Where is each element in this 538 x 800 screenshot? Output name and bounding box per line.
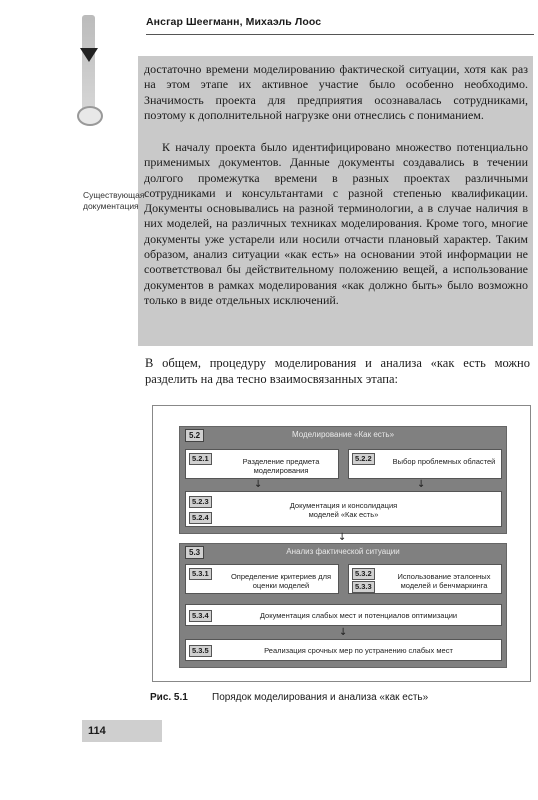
group-title: Анализ фактической ситуации — [286, 547, 400, 556]
page-number: 114 — [82, 720, 162, 742]
header-rule — [146, 34, 534, 35]
group-modeling-as-is — [179, 426, 507, 534]
step-card — [185, 449, 339, 479]
shaded-excerpt — [138, 56, 533, 346]
excerpt-paragraph-1: достаточно времени моделированию фактической ситуации, хотя как раз на этом этапе их активное участие было особенно необходимо. Значимость проекта для предприятия осознавалась сотрудниками, поэтому к дополнительной нагрузке они отнеслись с пониманием. — [144, 62, 528, 122]
group-number: 5.2 — [185, 429, 204, 442]
arrow-down-icon: ↓ — [254, 479, 263, 490]
step-card — [348, 564, 502, 594]
figure-caption-text: Порядок моделирования и анализа «как есть» — [212, 692, 429, 703]
step-number: 5.3.3 — [352, 581, 375, 593]
step-card — [348, 449, 502, 479]
figure-caption-number: Рис. 5.1 — [150, 692, 188, 703]
step-card — [185, 639, 502, 661]
arrow-down-icon — [80, 48, 98, 62]
group-number: 5.3 — [185, 546, 204, 559]
margin-note: Существующая документация — [83, 190, 145, 211]
step-number: 5.3.2 — [352, 568, 375, 580]
step-number: 5.3.5 — [189, 645, 212, 657]
step-number: 5.2.2 — [352, 453, 375, 465]
running-header: Ансгар Шеегманн, Михаэль Лоос — [146, 16, 322, 28]
step-card — [185, 491, 502, 527]
step-number: 5.3.4 — [189, 610, 212, 622]
step-label: Документация и консолидация моделей «Как есть» — [289, 501, 398, 519]
arrow-down-icon: ↓ — [339, 627, 348, 638]
step-number: 5.2.1 — [189, 453, 212, 465]
step-label: Использование эталонных моделей и бенчмаркинга — [397, 572, 491, 590]
step-number: 5.3.1 — [189, 568, 212, 580]
step-label: Определение критериев для оценки моделей — [230, 572, 332, 590]
arrow-down-icon: ↓ — [417, 479, 426, 490]
step-card — [185, 564, 339, 594]
bookmark-ornament — [82, 15, 95, 120]
step-label: Реализация срочных мер по устранению слабых мест — [264, 646, 453, 655]
group-title: Моделирование «Как есть» — [291, 430, 395, 439]
excerpt-paragraph-2: К началу проекта было идентифицировано множество потенциально применимых документов. Данные документы создавались в течении долгого промежутка времени в разных проектах различными сотрудниками и консультантами с разной степенью квалификации. Документы основывались на разной терминологии, а в случае наличия в них моделей, на различных техниках моделирования. Кроме того, многие документы уже устарели или носили отчасти плановый характер. Таким образом, анализ ситуации «как есть» на основании этой информации не соответствовал бы действительному положению вещей, а использование документов в рамках моделирования «как должно быть» было возможно только в виде отдельных исключений. — [144, 140, 528, 307]
step-label: Разделение предмета моделирования — [242, 457, 320, 475]
step-card — [185, 604, 502, 626]
intro-paragraph: В общем, процедуру моделирования и анализа «как есть можно разделить на два тесно взаимосвязанных этапа: — [145, 356, 530, 386]
ornament-base — [77, 106, 103, 126]
arrow-down-icon: ↓ — [338, 532, 347, 543]
step-number: 5.2.4 — [189, 512, 212, 524]
figure-diagram — [152, 405, 531, 682]
step-label: Документация слабых мест и потенциалов оптимизации — [259, 611, 458, 620]
step-number: 5.2.3 — [189, 496, 212, 508]
group-analysis — [179, 543, 507, 668]
step-label: Выбор проблемных областей — [392, 457, 496, 466]
